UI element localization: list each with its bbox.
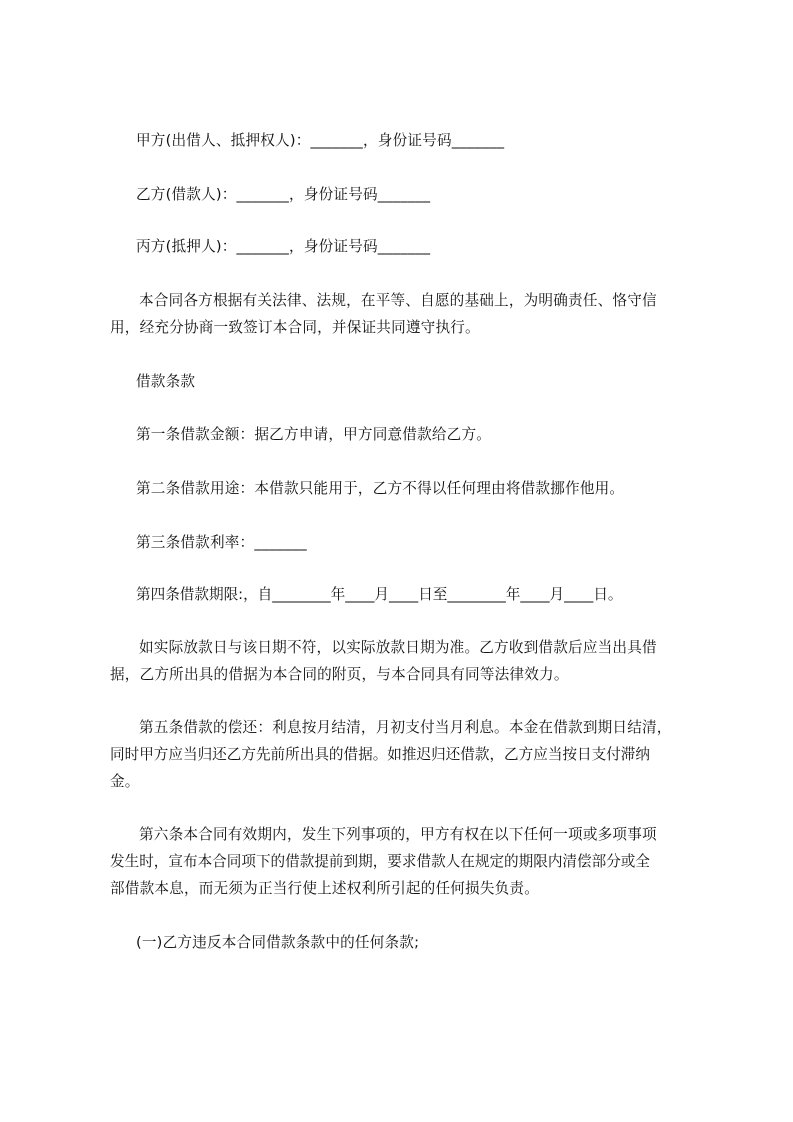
actual-date-paragraph-line-2: 据，乙方所出具的借据为本合同的附页，与本合同具有同等法律效力。 (110, 666, 569, 683)
article-5-line-2: 同时甲方应当归还乙方先前所出具的借据。如推迟归还借款，乙方应当按日支付滞纳 (110, 746, 650, 763)
intro-paragraph-line-1: 本合同各方根据有关法律、法规，在平等、自愿的基础上，为明确责任、恪守信 (139, 292, 657, 309)
article-1: 第一条借款金额：据乙方申请，甲方同意借款给乙方。 (136, 426, 492, 443)
article-5-line-3: 金。 (110, 773, 140, 790)
intro-paragraph-line-2: 用，经充分协商一致签订本合同，并保证共同遵守执行。 (110, 319, 480, 336)
party-b-line: 乙方(借款人)：_______，身份证号码_______ (136, 186, 431, 203)
article-6-line-2: 发生时，宣布本合同项下的借款提前到期，要求借款人在规定的期限内清偿部分或全 (110, 853, 650, 870)
article-3: 第三条借款利率：_______ (136, 534, 307, 551)
party-a-line: 甲方(出借人、抵押权人)：_______，身份证号码_______ (136, 132, 505, 149)
section-title: 借款条款 (136, 373, 196, 390)
actual-date-paragraph-line-1: 如实际放款日与该日期不符，以实际放款日期为准。乙方收到借款后应当出具借 (139, 639, 657, 656)
article-5-line-1: 第五条借款的偿还：利息按月结清，月初支付当月利息。本金在借款到期日结清， (139, 719, 672, 736)
article-6-line-3: 部借款本息，而无须为正当行使上述权利所引起的任何损失负责。 (110, 880, 540, 897)
item-1: (一)乙方违反本合同借款条款中的任何条款; (136, 934, 420, 951)
party-c-line: 丙方(抵押人)：_______，身份证号码_______ (136, 238, 431, 255)
article-6-line-1: 第六条本合同有效期内，发生下列事项的，甲方有权在以下任何一项或多项事项 (139, 826, 657, 843)
article-4: 第四条借款期限:，自________年____月____日至________年____月____日。 (136, 586, 623, 603)
article-2: 第二条借款用途：本借款只能用于，乙方不得以任何理由将借款挪作他用。 (136, 480, 625, 497)
